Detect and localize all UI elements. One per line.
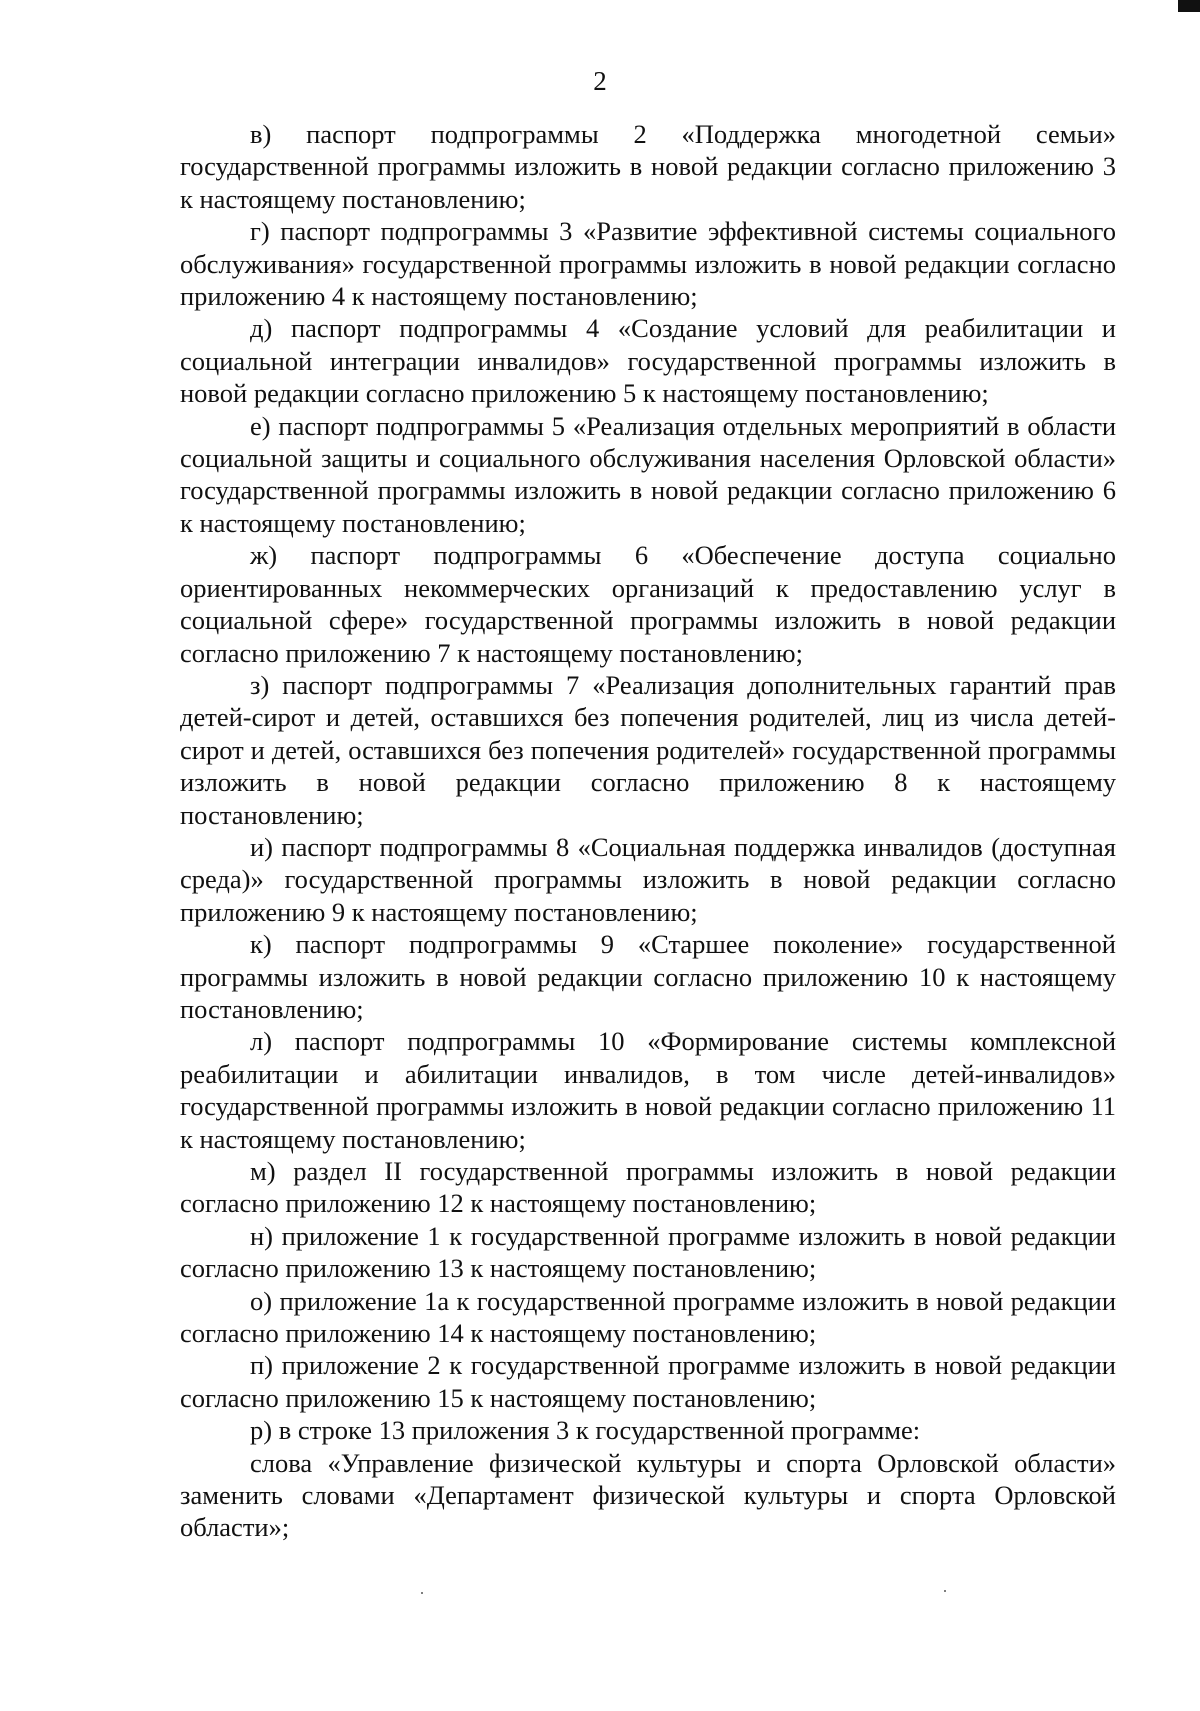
scan-corner-mark xyxy=(1178,0,1200,12)
paragraph-r: р) в строке 13 приложения 3 к государственной программе: xyxy=(250,1415,921,1446)
paragraph-e: е) паспорт подпрограммы 5 «Реализация отдельных мероприятий в области социальной защиты и социального обслуживания населения Орловской области» государственной программы изложить в новой редакции согласно приложению 6 к настоящему постановлению; xyxy=(180,410,1116,538)
paragraph-g: г) паспорт подпрограммы 3 «Развитие эффективной системы социального обслуживания» государственной программы изложить в новой редакции согласно приложению 4 к настоящему постановлению; xyxy=(180,216,1116,312)
document-body xyxy=(180,118,1116,1544)
paragraph-zh: ж) паспорт подпрограммы 6 «Обеспечение доступа социально ориентированных некоммерческих организаций к предоставлению услуг в социальной сфере» государственной программы изложить в новой редакции согласно приложению 7 к настоящему постановлению; xyxy=(180,540,1116,668)
scan-speck xyxy=(421,1592,423,1594)
paragraph-i: и) паспорт подпрограммы 8 «Социальная поддержка инвалидов (доступная среда)» государственной программы изложить в новой редакции согласно приложению 9 к настоящему постановлению; xyxy=(180,831,1116,927)
paragraph-p: п) приложение 2 к государственной программе изложить в новой редакции согласно приложению 15 к настоящему постановлению; xyxy=(180,1350,1116,1413)
paragraph-d: д) паспорт подпрограммы 4 «Создание условий для реабилитации и социальной интеграции инвалидов» государственной программы изложить в новой редакции согласно приложению 5 к настоящему постановлению; xyxy=(180,313,1116,409)
paragraph-z: з) паспорт подпрограммы 7 «Реализация дополнительных гарантий прав детей-сирот и детей, оставшихся без попечения родителей, лиц из числа детей-сирот и детей, оставшихся без попечения родителей» государственной программы изложить в новой редакции согласно приложению 8 к настоящему постановлению; xyxy=(180,669,1116,830)
scan-speck xyxy=(944,1590,946,1592)
paragraph-n: н) приложение 1 к государственной программе изложить в новой редакции согласно приложению 13 к настоящему постановлению; xyxy=(180,1220,1116,1284)
page-number: 2 xyxy=(593,66,607,96)
paragraph-v: в) паспорт подпрограммы 2 «Поддержка многодетной семьи» государственной программы изложить в новой редакции согласно приложению 3 к настоящему постановлению; xyxy=(180,119,1116,214)
paragraph-o: о) приложение 1а к государственной программе изложить в новой редакции согласно приложению 14 к настоящему постановлению; xyxy=(180,1285,1116,1349)
paragraph-r-words: слова «Управление физической культуры и спорта Орловской области» заменить словами «Департамент физической культуры и спорта Орловской области»; xyxy=(180,1447,1116,1543)
paragraph-l: л) паспорт подпрограммы 10 «Формирование системы комплексной реабилитации и абилитации инвалидов, в том числе детей-инвалидов» государственной программы изложить в новой редакции согласно приложению 11 к настоящему постановлению; xyxy=(180,1026,1116,1154)
paragraph-m: м) раздел II государственной программы изложить в новой редакции согласно приложению 12 к настоящему постановлению; xyxy=(180,1156,1116,1219)
paragraph-k: к) паспорт подпрограммы 9 «Старшее поколение» государственной программы изложить в новой редакции согласно приложению 10 к настоящему постановлению; xyxy=(180,929,1116,1024)
